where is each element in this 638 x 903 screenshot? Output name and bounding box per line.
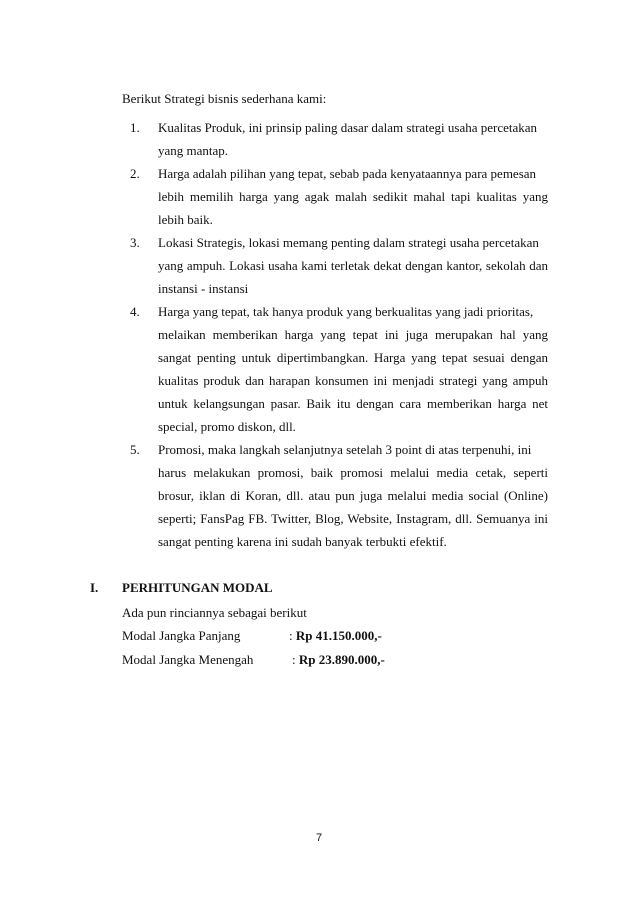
list-item-line: kualitas produk dan harapan konsumen ini menjadi strategi yang ampuh xyxy=(158,373,548,388)
list-item-number: 2. xyxy=(130,166,140,181)
list-item-line: yang ampuh. Lokasi usaha kami terletak dekat dengan kantor, sekolah dan xyxy=(158,258,548,273)
capital-value-group xyxy=(289,626,382,645)
capital-row-long-term xyxy=(122,626,382,645)
list-item-line: Kualitas Produk, ini prinsip paling dasar dalam strategi usaha percetakan xyxy=(158,120,538,135)
list-item xyxy=(122,162,548,231)
section-intro: Ada pun rinciannya sebagai berikut xyxy=(122,605,307,620)
capital-label: Modal Jangka Menengah xyxy=(122,652,254,667)
list-item-line: instansi - instansi xyxy=(158,281,249,296)
capital-value: Rp 23.890.000,- xyxy=(298,652,385,667)
list-item xyxy=(122,438,548,553)
list-item-line: special, promo diskon, dll. xyxy=(158,419,296,434)
list-item-line: melaikan memberikan harga yang tepat ini juga merupakan hal yang xyxy=(158,327,548,342)
list-item-line: yang mantap. xyxy=(158,143,229,158)
list-item-line: Harga adalah pilihan yang tepat, sebab pada kenyataannya para pemesan xyxy=(158,166,537,181)
capital-row-medium-term xyxy=(122,650,385,669)
section-title: PERHITUNGAN MODAL xyxy=(122,580,273,595)
list-item-line: Promosi, maka langkah selanjutnya setelah 3 point di atas terpenuhi, ini xyxy=(158,442,532,457)
page-number: 7 xyxy=(315,832,323,844)
list-item-line: sangat penting untuk dipertimbangkan. Harga yang tepat sesuai dengan xyxy=(158,350,548,365)
list-item-number: 1. xyxy=(130,120,140,135)
list-item-line: sangat penting karena ini sudah banyak terbukti efektif. xyxy=(158,534,447,549)
list-item-line: lebih memilih harga yang agak malah sedikit mahal tapi kualitas yang xyxy=(158,189,548,204)
list-item-line: harus melakukan promosi, baik promosi melalui media cetak, seperti xyxy=(158,465,548,480)
list-item-number: 4. xyxy=(130,304,140,319)
section-numeral: I. xyxy=(90,580,99,595)
list-item-number: 5. xyxy=(130,442,140,457)
list-item-number: 3. xyxy=(130,235,140,250)
capital-value-group xyxy=(292,650,385,669)
list-item-line: seperti; FansPag FB. Twitter, Blog, Website, Instagram, dll. Semuanya ini xyxy=(158,511,548,526)
capital-colon: : xyxy=(289,628,293,643)
list-item xyxy=(122,300,548,438)
list-item-line: lebih baik. xyxy=(158,212,213,227)
list-item-line: untuk kelangsungan pasar. Baik itu dengan cara memberikan harga net xyxy=(158,396,548,411)
capital-label: Modal Jangka Panjang xyxy=(122,628,241,643)
section-heading xyxy=(90,578,273,597)
list-item-line: Harga yang tepat, tak hanya produk yang berkualitas yang jadi prioritas, xyxy=(158,304,534,319)
list-item xyxy=(122,116,548,162)
list-item xyxy=(122,231,548,300)
list-item-line: Lokasi Strategis, lokasi memang penting dalam strategi usaha percetakan xyxy=(158,235,539,250)
strategy-intro: Berikut Strategi bisnis sederhana kami: xyxy=(122,91,327,106)
strategy-list xyxy=(122,116,548,553)
capital-colon: : xyxy=(292,652,296,667)
list-item-line: brosur, iklan di Koran, dll. atau pun juga melalui media social (Online) xyxy=(158,488,548,503)
capital-value: Rp 41.150.000,- xyxy=(295,628,382,643)
